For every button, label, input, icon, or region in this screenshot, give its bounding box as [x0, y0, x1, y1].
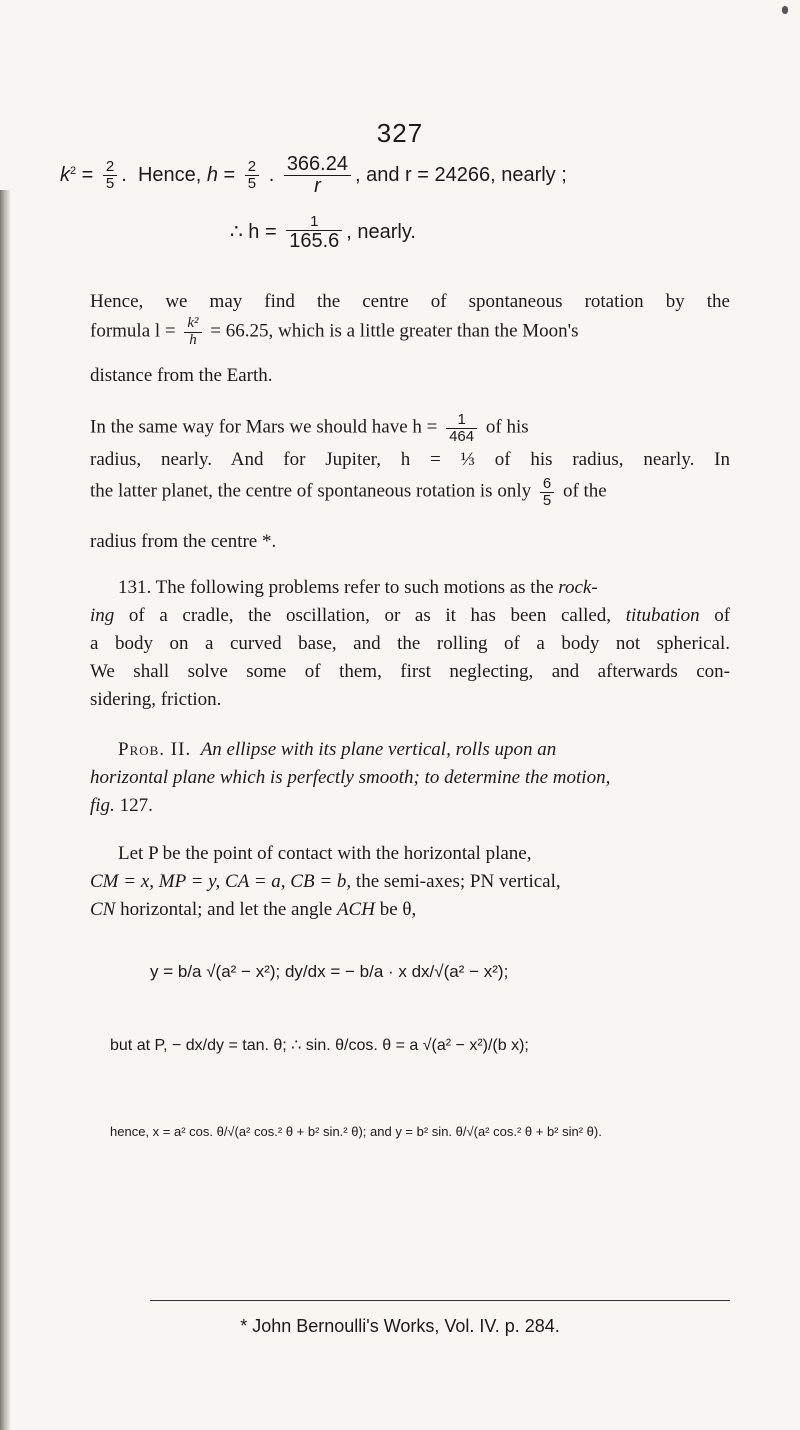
- display-equation-3: hence, x = a² cos. θ/√(a² cos.² θ + b² sin.² θ); and y = b² sin. θ/√(a² cos.² θ + b² sin² θ).: [110, 1124, 602, 1139]
- paragraph-4-line-1: Let P be the point of contact with the horizontal plane,: [118, 843, 532, 864]
- problem-heading-line-3: fig. 127.: [90, 795, 153, 816]
- paragraph-3-line-2: ing of a cradle, the oscillation, or as it has been called, titubation of: [90, 605, 731, 626]
- problem-label: Prob. II.: [118, 739, 192, 760]
- paragraph-2-line-2: radius, nearly. And for Jupiter, h = ⅓ of his radius, nearly. In: [90, 449, 730, 470]
- eq2-tail: , nearly.: [346, 221, 416, 244]
- fraction-1-over-464: $\frac{1}{464}$: [446, 412, 477, 445]
- paragraph-2-line-1: In the same way for Mars we should have h = $\frac{1}{464}$ of his: [90, 411, 529, 445]
- formula-k2-over-h: $\frac{\text{k²}}{h}$: [184, 316, 201, 349]
- eq1-tail: , and r = 24266, nearly ;: [354, 163, 567, 186]
- paragraph-1-line-2: formula l = $\frac{\text{k²}}{h}$ = 66.25, which is a little greater than the Moon's: [90, 315, 579, 348]
- eq1-fraction-two-fifths: $\frac{2}{5}$: [103, 159, 117, 192]
- page-number: 327: [376, 118, 424, 148]
- paragraph-1-line-1: Hence, we may find the centre of spontaneous rotation by the: [90, 291, 730, 312]
- paragraph-3-line-5: sidering, friction.: [90, 689, 222, 710]
- eq1-symbol-h: h: [206, 163, 218, 186]
- eq2-fraction: $\frac{1}{165.6}$: [286, 214, 342, 252]
- paragraph-4-line-2: CM = x, MP = y, CA = a, CB = b, the semi-axes; PN vertical,: [90, 871, 561, 892]
- paragraph-3-line-4: We shall solve some of them, first neglecting, and afterwards con-: [90, 661, 730, 682]
- eq2-therefore: ∴ h =: [230, 221, 277, 244]
- paragraph-3-line-1: 131. The following problems refer to such motions as the rock-: [118, 577, 598, 598]
- paragraph-4-line-3: CN horizontal; and let the angle ACH be θ,: [90, 899, 417, 920]
- fraction-6-over-5: $\frac{6}{5}$: [540, 476, 554, 509]
- problem-heading-line-2: horizontal plane which is perfectly smooth; to determine the motion,: [90, 767, 611, 788]
- paragraph-3-line-3: a body on a curved base, and the rolling of a body not spherical.: [90, 633, 730, 654]
- problem-heading-line-1: Prob. II. An ellipse with its plane vertical, rolls upon an: [118, 739, 557, 760]
- eq1-symbol-k: k: [60, 163, 70, 186]
- equation-line-2: [230, 214, 530, 252]
- equation-line-1: $k^2$ = $\frac{2}{5}$ . Hence, h = $\frac{2}{5}$ . $\frac{366.24}{r}$ , and r = 24266, nearly ;: [60, 153, 567, 197]
- ink-speck: [782, 6, 788, 14]
- footnote: * John Bernoulli's Works, Vol. IV. p. 284.: [240, 1316, 560, 1336]
- eq1-fraction-two-fifths-b: $\frac{2}{5}$: [245, 159, 259, 192]
- page-binding-edge: [0, 190, 10, 1430]
- eq1-hence: Hence,: [137, 163, 202, 186]
- paragraph-2-line-3: the latter planet, the centre of spontaneous rotation is only $\frac{6}{5}$ of the: [90, 475, 607, 509]
- eq1-fraction-366-over-r: $\frac{366.24}{r}$: [284, 154, 351, 197]
- paragraph-1-line-3: distance from the Earth.: [90, 365, 273, 386]
- footnote-rule: [150, 1300, 730, 1301]
- display-equation-1: y = b/a √(a² − x²); dy/dx = − b/a · x dx/√(a² − x²);: [150, 962, 509, 981]
- paragraph-2-line-4: radius from the centre *.: [90, 531, 277, 552]
- display-equation-2: but at P, − dx/dy = tan. θ; ∴ sin. θ/cos. θ = a √(a² − x²)/(b x);: [110, 1037, 529, 1054]
